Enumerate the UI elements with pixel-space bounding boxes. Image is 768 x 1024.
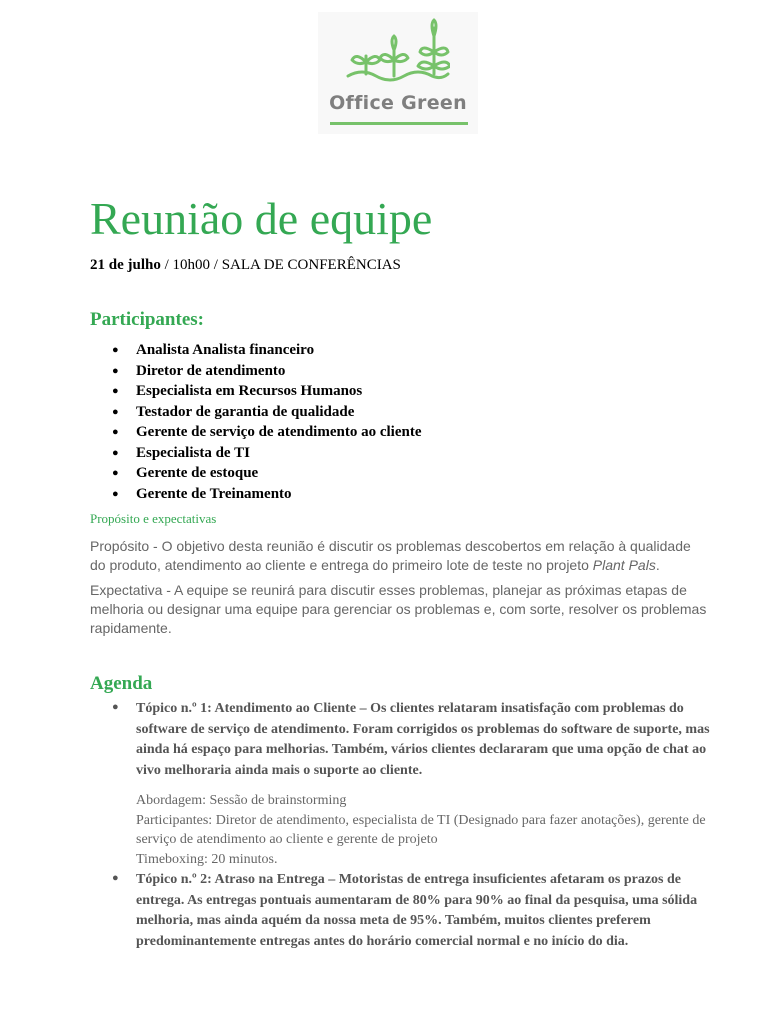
sprouts-icon (346, 18, 450, 94)
topic-1-approach: Abordagem: Sessão de brainstorming (136, 793, 347, 808)
agenda-topic-1 (90, 699, 710, 869)
agenda-heading: Agenda (90, 673, 153, 694)
list-item: ● Especialista de TI (90, 443, 421, 464)
bullet-icon: ● (112, 872, 119, 884)
list-item: ● Analista Analista financeiro (90, 340, 421, 361)
participants-list (90, 340, 421, 504)
topic-1-summary: Tópico n.º 1: Atendimento ao Cliente – Os clientes relataram insatisfação com problemas do software de serviço de atendimento. Foram corrigidos os problemas do software de suporte, mas ainda há espaço para melhorias. Também, vários clientes declararam que uma opção de chat ao vivo melhoraria ainda mais o suporte ao cliente. (136, 701, 710, 778)
expectation-paragraph: Expectativa - A equipe se reunirá para discutir esses problemas, planejar as próximas etapas de melhoria ou designar uma equipe para gerenciar os problemas e, com sorte, resolver os problemas rapidamente. (90, 582, 707, 636)
logo-text: Office Green (329, 92, 467, 114)
purpose-paragraph (90, 537, 710, 575)
bullet-icon: ● (112, 701, 119, 713)
agenda-topic-2 (90, 870, 710, 952)
meeting-date: 21 de julho (90, 257, 161, 273)
page-title: Reunião de equipe (90, 193, 433, 244)
purpose-heading: Propósito e expectativas (90, 511, 217, 526)
topic-1-details (136, 791, 710, 869)
list-item: ● Especialista em Recursos Humanos (90, 381, 421, 402)
list-item: ● Diretor de atendimento (90, 361, 421, 382)
list-item: ● Gerente de Treinamento (90, 484, 421, 505)
purpose-period: . (655, 557, 660, 573)
topic-2-summary: Tópico n.º 2: Atraso na Entrega – Motoristas de entrega insuficientes afetaram os prazos de entrega. As entregas pontuais aumentaram de 80% para 90% ao final da pesquisa, uma sólida melhoria, mas ainda aquém da nossa meta de 95%. Também, muitos clientes preferem predominantemente entregas antes do horário comercial normal e no início do dia. (136, 872, 698, 949)
project-name: Plant Pals (592, 557, 656, 573)
topic-1-timeboxing: Timeboxing: 20 minutos. (136, 851, 278, 867)
participants-heading: Participantes: (90, 309, 204, 330)
list-item: ● Testador de garantia de qualidade (90, 402, 421, 423)
list-item: ● Gerente de serviço de atendimento ao cliente (90, 422, 421, 443)
logo-underline (330, 122, 468, 125)
topic-1-participants: Participantes: Diretor de atendimento, especialista de TI (Designado para fazer anotações), gerente de serviço de atendimento ao cliente e gerente de projeto (136, 812, 706, 847)
purpose-text: Propósito - O objetivo desta reunião é discutir os problemas descobertos em relação à qualidade do produto, atendimento ao cliente e entrega do primeiro lote de teste no projeto (90, 538, 691, 573)
meeting-meta (90, 257, 401, 274)
list-item: ● Gerente de estoque (90, 463, 421, 484)
office-green-logo (318, 12, 478, 134)
meeting-time-location: / 10h00 / SALA DE CONFERÊNCIAS (160, 257, 401, 273)
